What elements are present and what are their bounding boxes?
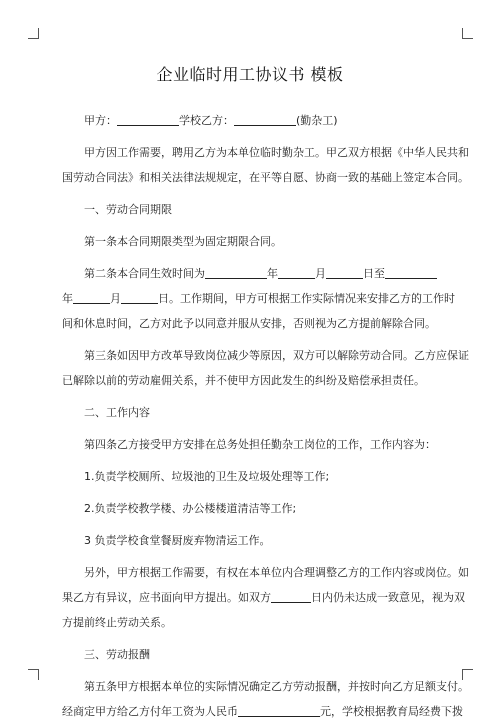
end-month-blank [73, 293, 110, 304]
article-2-tail: 日。工作期间，甲方可根据工作实际情况来安排乙方的工作时 [158, 292, 455, 305]
article-5-line-2 [62, 699, 463, 724]
party-a-blank [117, 115, 179, 126]
article-2-line-2 [62, 286, 455, 311]
adjust-line-3: 方提前终止劳动关系。 [62, 616, 172, 629]
crop-mark-bottom-left [28, 669, 39, 680]
article-5-prefix: 经商定甲方给乙方付年工资为人民币 [62, 705, 238, 718]
crop-mark-bottom-right [462, 669, 473, 680]
document-title: 企业临时用工协议书 模板 [156, 65, 344, 84]
article-5-line-1: 第五条甲方根据本单位的实际情况确定乙方劳动报酬，并按时向乙方足额支付。 [84, 680, 469, 693]
start-day-blank [326, 268, 363, 279]
end-year-label: 年 [62, 292, 73, 305]
party-b-blank [234, 115, 296, 126]
work-item-1: 1.负责学校厕所、垃圾池的卫生及垃圾处理等工作; [84, 470, 330, 483]
parties-line [62, 108, 440, 133]
start-month-blank [278, 268, 315, 279]
article-5-suffix: 元，学校根据教育局经费下拨 [320, 705, 463, 718]
month-label: 月 [315, 267, 326, 280]
article-2-line-1 [62, 261, 440, 286]
article-2-line-3: 间和休息时间，乙方对此予以同意并服从安排，否则视为乙方提前解除合同。 [62, 317, 436, 330]
crop-mark-top-left [28, 28, 39, 39]
section-3-heading: 三、劳动报酬 [84, 648, 150, 661]
adjust-line-2 [62, 585, 465, 610]
article-1: 第一条本合同期限类型为固定期限合同。 [84, 235, 282, 248]
work-item-2: 2.负责学校教学楼、办公楼楼道清洁等工作; [84, 502, 297, 515]
start-year-blank [205, 268, 267, 279]
day-to-label: 日至 [363, 267, 385, 280]
intro-line-1: 甲方因工作需要，聘用乙方为本单位临时勤杂工。甲乙双方根据《中华人民共和 [84, 146, 469, 159]
adjust-line-2-prefix: 果乙方有异议，应书面向甲方提出。如双方 [62, 591, 271, 604]
article-3-line-1: 第三条如因甲方改革导致岗位减少等原因，双方可以解除劳动合同。乙方应保证 [84, 349, 469, 362]
year-label: 年 [267, 267, 278, 280]
work-item-3: 3 负责学校食堂餐厨废弃物清运工作。 [84, 534, 271, 547]
end-year-blank [385, 268, 437, 279]
end-day-blank [121, 293, 158, 304]
party-a-label: 甲方： [84, 114, 117, 127]
adjust-line-2-suffix: 日内仍未达成一致意见，视为双 [311, 591, 465, 604]
party-b-label: 学校乙方： [179, 114, 234, 127]
salary-blank [238, 706, 320, 717]
article-2-prefix: 第二条本合同生效时间为 [84, 267, 205, 280]
section-2-heading: 二、工作内容 [84, 406, 150, 419]
days-blank [271, 592, 311, 603]
adjust-line-1: 另外，甲方根据工作需要，有权在本单位内合理调整乙方的工作内容或岗位。如 [84, 566, 469, 579]
section-1-heading: 一、劳动合同期限 [84, 203, 172, 216]
party-b-role: (勤杂工) [296, 114, 338, 127]
document-body [62, 108, 469, 724]
intro-line-2: 国劳动合同法》和相关法律法规规定，在平等自愿、协商一致的基础上签定本合同。 [62, 171, 469, 184]
end-month-label: 月 [110, 292, 121, 305]
article-4: 第四条乙方接受甲方安排在总务处担任勤杂工岗位的工作，工作内容为： [84, 438, 436, 451]
crop-mark-top-right [462, 28, 473, 39]
article-3-line-2: 已解除以前的劳动雇佣关系，并不使甲方因此发生的纠纷及赔偿承担责任。 [62, 374, 425, 387]
